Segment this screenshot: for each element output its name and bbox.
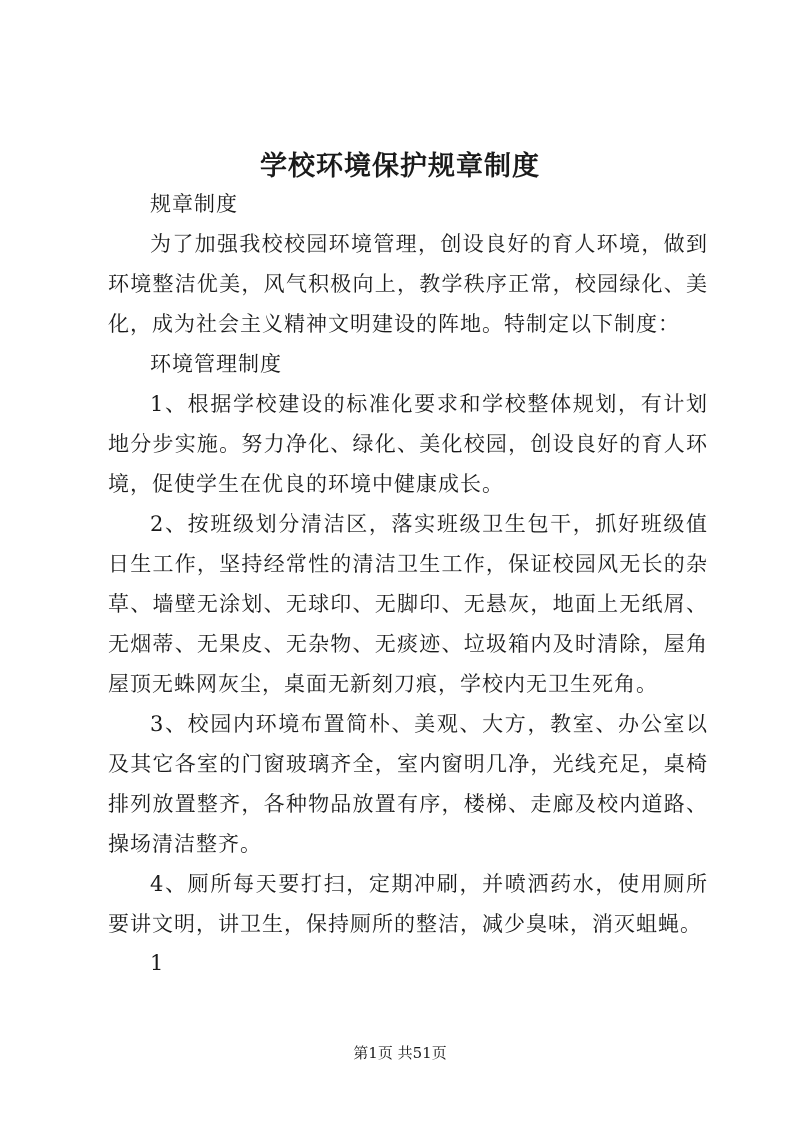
section-heading-rules: 规章制度 (150, 192, 238, 216)
page-number-marker: 1 (150, 951, 164, 975)
rule-paragraph-2: 2、按班级划分清洁区，落实班级卫生包干，抓好班级值日生工作，坚持经常性的清洁卫生工作，保证校园风无长的杂草、墙壁无涂划、无球印、无脚印、无悬灰，地面上无纸屑、无烟蒂、无果皮、无杂物、无痰迹、垃圾箱内及时清除，屋角屋顶无蛛网灰尘，桌面无新刻刀痕，学校内无卫生死角。 (108, 512, 708, 696)
intro-paragraph: 为了加强我校校园环境管理，创设良好的育人环境，做到环境整洁优美，风气积极向上，教学秩序正常，校园绿化、美化，成为社会主义精神文明建设的阵地。特制定以下制度： (108, 232, 708, 336)
page-footer: 第1页 共51页 (353, 1044, 447, 1062)
section-heading-environment: 环境管理制度 (150, 352, 282, 376)
rule-paragraph-1: 1、根据学校建设的标准化要求和学校整体规划，有计划地分步实施。努力净化、绿化、美化校园，创设良好的育人环境，促使学生在优良的环境中健康成长。 (108, 392, 708, 496)
document-title: 学校环境保护规章制度 (260, 151, 540, 182)
document-body (108, 184, 708, 944)
rule-paragraph-3: 3、校园内环境布置简朴、美观、大方，教室、办公室以及其它各室的门窗玻璃齐全，室内窗明几净，光线充足，桌椅排列放置整齐，各种物品放置有序，楼梯、走廊及校内道路、操场清洁整齐。 (108, 712, 708, 856)
rule-paragraph-4: 4、厕所每天要打扫，定期冲刷，并喷洒药水，使用厕所要讲文明，讲卫生，保持厕所的整洁，减少臭味，消灭蛆蝇。 (108, 872, 708, 936)
